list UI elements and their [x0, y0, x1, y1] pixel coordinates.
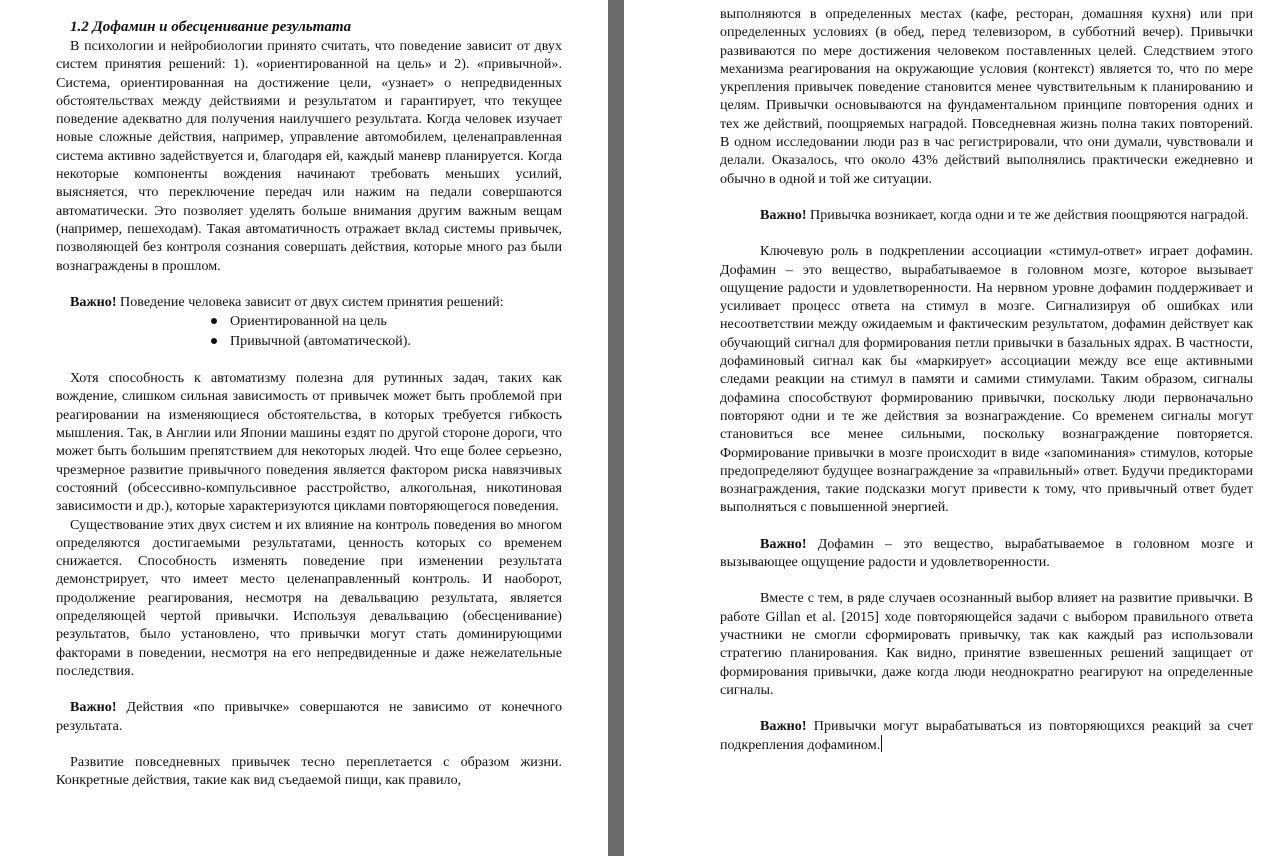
left-text-column [56, 17, 562, 789]
paragraph-dopamine: Ключевую роль в подкреплении ассоциации «стимул-ответ» играет дофамин. Дофамин – это вещество, вырабатываемое в головном мозге, которое вызывает ощущение радости и удовлетворенности. На нервном уровне дофамин поддерживает и усиливает процесс ответа на стимул в мозге. Сигнализируя об ошибках или несоответствии между ожидаемым и фактическим результатом, дофамин действует как обучающий сигнал для формирования петли привычки в базальных ядрах. В частности, дофаминовый сигнал как бы «маркирует» ассоциации между все еще активными следами реакции на стимул в памяти и самими стимулами. Таким образом, сигналы дофамина способствуют формированию привычки, поскольку люди первоначально повторяют одни и те же действия за вознаграждение. Со временем сигналы могут становиться все менее сильными, поскольку вознаграждение повторяется. Формирование привычки в мозге происходит в виде «запоминания» стимулов, которые предопределяют будущее вознаграждение за «правильный» ответ. Будучи предикторами вознаграждения, такие подсказки могут привести к тому, что привычный ответ будет выполняться с повышенной энергией. [720, 243, 1253, 516]
important-label: Важно! [760, 718, 807, 735]
important-note-5 [720, 717, 1253, 755]
section-heading: 1.2 Дофамин и обесценивание результата [70, 19, 352, 35]
bullet-text: Привычной (автоматической). [230, 333, 411, 350]
spacer [56, 735, 562, 753]
spacer [720, 571, 1253, 589]
spacer [720, 188, 1253, 206]
important-text: Привычки могут вырабатываться из повторяющихся реакций за счет подкрепления дофамином. [720, 718, 1253, 754]
important-label: Важно! [760, 535, 807, 552]
bullet-item-habit [56, 331, 562, 351]
paragraph-automatism: Хотя способность к автоматизму полезна для рутинных задач, таких как вождение, слишком сильная зависимость от привычек может быть проблемой при реагировании на изменяющиеся обстоятельства, в которых требуется гибкость мышления. Так, в Англии или Японии машины ездят по другой стороне дороги, что может быть большим препятствием для некоторых людей. Что еще более серьезно, чрезмерное развитие привычного поведения является фактором риска навязчивых состояний (обсессивно-компульсивное расстройство, алкогольная, никотиновая зависимости и др.), которые характеризуются циклами повторяющегося поведения. [56, 370, 562, 515]
page-right[interactable] [624, 0, 1271, 856]
page-gutter [608, 0, 624, 856]
bullet-icon [211, 318, 217, 324]
paragraph-daily-habits: Развитие повседневных привычек тесно переплетается с образом жизни. Конкретные действия, такие как вид съедаемой пищи, как правило, [56, 753, 562, 789]
bullet-item-goal [56, 311, 562, 331]
paragraph-devaluation: Существование этих двух систем и их влияние на контроль поведения во многом определяются достигаемыми результатами, ценность которых со временем снижается. Способность изменять поведение при изменении результата демонстрирует, что имеет место целенаправленный контроль. И наоборот, продолжение реагирования, несмотря на девальвацию результата, является определяющей чертой привычки. Используя девальвацию (обесценивание) результатов, было установлено, что привычки могут стать доминирующими факторами в поведении, несмотря на его непредвиденные и даже нежелательные последствия. [56, 516, 562, 679]
right-text-column [720, 5, 1253, 755]
important-note-1 [56, 293, 562, 311]
bullet-icon [211, 338, 217, 344]
spacer [56, 351, 562, 369]
paragraph-two-systems: В психологии и нейробиологии принято считать, что поведение зависит от двух систем принятия решений: 1). «ориентированной на цель» и 2). «привычной». Система, ориентированная на достижение цели, «узнает» о непредвиденных обстоятельствах между действиями и результатом и гарантирует, что текущее поведение адекватно для получения наилучшего результата. Когда человек изучает новые сложные действия, например, управление автомобилем, целенаправленная система активно задействуется и, благодаря ей, каждый маневр планируется. Когда некоторые компоненты вождения начинают требовать меньших усилий, выясняется, что переключение передач или нажим на педали совершаются автоматически. Это позволяет уделять больше внимания другим важным вещам (например, пешеходам). Такая автоматичность отражает вклад системы привычек, позволяющей без контроля сознания совершать действия, которые много раз были вознаграждены в прошлом. [56, 38, 562, 274]
important-label: Важно! [70, 699, 117, 716]
important-text: Действия «по привычке» совершаются не зависимо от конечного результата. [56, 699, 562, 734]
spacer [720, 224, 1253, 242]
important-text: Привычка возникает, когда одни и те же действия поощряются наградой. [806, 206, 1249, 223]
page-left[interactable] [0, 0, 608, 856]
bullet-text: Ориентированной на цель [230, 313, 387, 330]
paragraph-conscious-choice: Вместе с тем, в ряде случаев осознанный выбор влияет на развитие привычки. В работе Gillan et al. [2015] ходе повторяющейся задачи с выбором правильного ответа участники не смогли сформировать привычку, так как каждый раз использовали стратегию планирования. Как видно, принятие взвешенных решений защищает от формирования привычки, даже когда люди неоднократно реагируют на определенные сигналы. [720, 590, 1253, 698]
spacer [720, 699, 1253, 717]
important-text: Дофамин – это вещество, вырабатываемое в головном мозге и вызывающее ощущение радости и удовлетворенности. [720, 535, 1253, 571]
important-note-2 [56, 698, 562, 735]
spacer [56, 275, 562, 293]
text-cursor [881, 735, 882, 752]
important-label: Важно! [760, 206, 807, 223]
spacer [720, 517, 1253, 535]
important-note-4 [720, 535, 1253, 572]
paragraph-habit-context: выполняются в определенных местах (кафе, ресторан, домашняя кухня) или при определенных условиях (в обед, перед телевизором, в субботний вечер). Привычки развиваются по мере достижения человеком поставленных целей. Следствием этого механизма реагирования на окружающие условия (контекст) является то, что по мере укрепления привычек поведение становится менее чувствительным к планированию и целям. Привычки основываются на фундаментальном принципе повторения одних и тех же действий, поощряемых наградой. Повседневная жизнь полна таких повторений. В одном исследовании люди раз в час регистрировали, что они думали, чувствовали и делали. Оказалось, что около 43% действий выполнялись практически ежедневно и обычно в одной и той же ситуации. [720, 6, 1253, 187]
spacer [56, 680, 562, 698]
important-text: Поведение человека зависит от двух систем принятия решений: [116, 293, 504, 310]
important-note-3 [720, 206, 1253, 224]
bullet-list [56, 311, 562, 351]
important-label: Важно! [70, 293, 117, 310]
